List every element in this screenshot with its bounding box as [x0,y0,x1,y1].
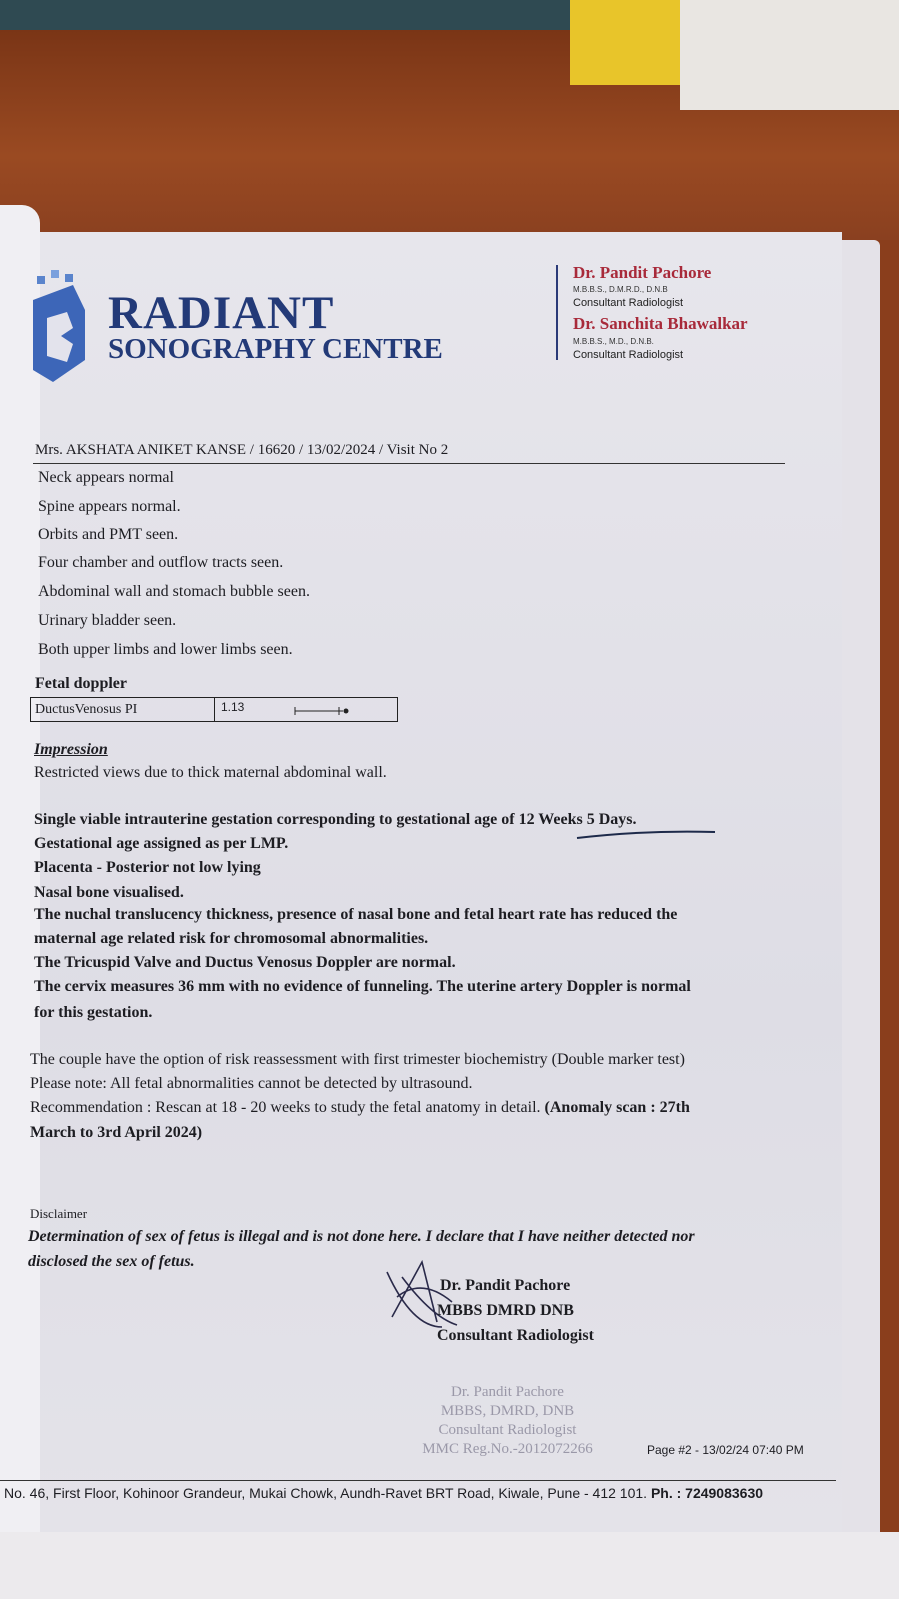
impression-line: The cervix measures 36 mm with no evidence of funneling. The uterine artery Doppler is normal [34,978,691,995]
stamp-line: Dr. Pandit Pachore [451,1384,564,1400]
finding: Orbits and PMT seen. [38,526,179,543]
page-info: Page #2 - 13/02/24 07:40 PM [647,1443,804,1457]
doctor-2-qualification: M.B.B.S., M.D., D.N.B. [573,337,654,346]
stamp-line: Consultant Radiologist [438,1422,577,1438]
anomaly-scan-dates: (Anomaly scan : 27th [544,1099,690,1116]
impression-line: for this gestation. [34,1004,153,1021]
impression-line: Single viable intrauterine gestation corresponding to gestational age of 12 Weeks 5 Days. [34,811,637,828]
doctor-2-name: Dr. Sanchita Bhawalkar [573,314,748,333]
impression-note: Restricted views due to thick maternal abdominal wall. [34,764,387,781]
impression-line: Placenta - Posterior not low lying [34,859,261,876]
signature-name: Dr. Pandit Pachore [440,1277,571,1294]
doctor-1-name: Dr. Pandit Pachore [573,263,712,282]
table-divider [214,698,215,721]
doctor-1-role: Consultant Radiologist [573,297,684,309]
impression-line: maternal age related risk for chromosomal abnormalities. [34,930,429,947]
disclaimer-heading: Disclaimer [30,1206,88,1221]
range-marker-icon [293,706,353,716]
impression-line: Nasal bone visualised. [34,884,184,901]
logo-icon [33,270,85,382]
brand-subtitle: SONOGRAPHY CENTRE [108,333,443,365]
doctor-2-role: Consultant Radiologist [573,349,684,361]
note-line: The couple have the option of risk reassessment with first trimester biochemistry (Double marker test) [30,1051,685,1068]
finding: Abdominal wall and stomach bubble seen. [38,583,310,600]
impression-line: The nuchal translucency thickness, presence of nasal bone and fetal heart rate has reduced the [34,906,678,923]
finding: Spine appears normal. [38,498,181,515]
impression-heading: Impression [34,741,108,758]
address-text: No. 46, First Floor, Kohinoor Grandeur, Mukai Chowk, Aundh-Ravet BRT Road, Kiwale, Pune - 412 101. [4,1485,648,1501]
patient-line: Mrs. AKSHATA ANIKET KANSE / 16620 / 13/02/2024 / Visit No 2 [35,442,449,458]
disclaimer-text: disclosed the sex of fetus. [28,1253,195,1270]
recommendation [30,1099,690,1117]
phone-number: Ph. : 7249083630 [650,1485,764,1501]
impression-line: Gestational age assigned as per LMP. [34,835,289,852]
patient-underline [33,463,785,464]
report-page [0,232,842,1532]
doctor-stamp [400,1383,615,1459]
disclaimer-text: Determination of sex of fetus is illegal and is not done here. I declare that I have neither detected nor [28,1228,695,1245]
doppler-table [30,697,398,722]
finding: Urinary bladder seen. [38,612,177,629]
note-line: Please note: All fetal abnormalities cannot be detected by ultrasound. [30,1075,473,1092]
pages-below [0,1532,899,1599]
background-wall [680,0,899,110]
background-yellow-object [570,0,680,85]
footer-divider [0,1480,836,1481]
recommendation-text: Recommendation : Rescan at 18 - 20 weeks to study the fetal anatomy in detail. [30,1099,541,1116]
impression-line: The Tricuspid Valve and Ductus Venosus Doppler are normal. [34,954,456,971]
stamp-line: MMC Reg.No.-2012072266 [422,1441,593,1457]
footer-address [4,1485,763,1501]
doctor-1-qualification: M.B.B.S., D.M.R.D., D.N.B [573,285,668,294]
stamp-line: MBBS, DMRD, DNB [440,1403,575,1419]
finding: Four chamber and outflow tracts seen. [38,554,284,571]
signature-qualification: MBBS DMRD DNB [437,1302,574,1319]
doppler-heading: Fetal doppler [35,675,127,692]
finding: Neck appears normal [38,469,174,486]
pen-underline [575,826,725,842]
signature-role: Consultant Radiologist [437,1327,594,1344]
doppler-label: DuctusVenosus PI [35,702,138,717]
doppler-value: 1.13 [221,700,245,714]
brand-name: RADIANT [108,287,335,339]
header-divider [556,265,558,360]
anomaly-scan-dates-cont: March to 3rd April 2024) [30,1124,203,1141]
finding: Both upper limbs and lower limbs seen. [38,641,293,658]
